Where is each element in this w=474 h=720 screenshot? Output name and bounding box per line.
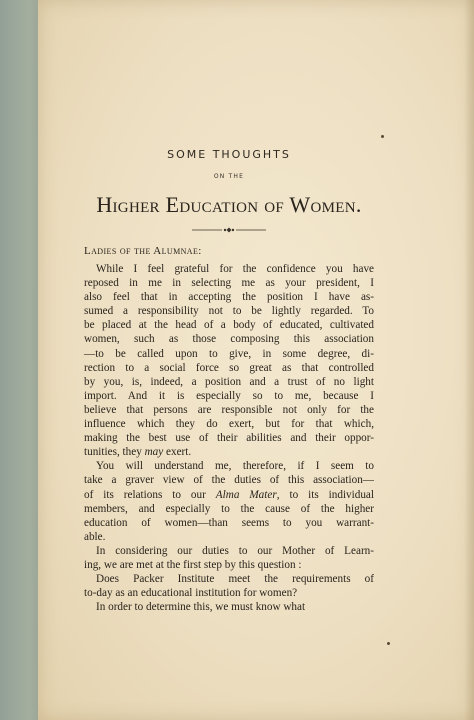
text-line: women, such as those composing this association: [84, 333, 374, 346]
text-line: You will understand me, therefore, if I seem to: [96, 460, 374, 473]
text-line: also feel that in accepting the position I have as-: [84, 291, 374, 304]
text-line: —to be called upon to give, in some degree, di-: [84, 347, 374, 360]
text-line: ing, we are met at the first step by this question :: [84, 558, 302, 571]
body-text: [84, 262, 374, 614]
text-line: In order to determine this, we must know what: [96, 601, 306, 614]
text-line: by you, is, indeed, a position and a trust of no light: [84, 375, 374, 388]
heading-line-2: ON THE: [213, 173, 245, 180]
heading-line-1: SOME THOUGHTS: [167, 148, 291, 161]
paragraph: [84, 459, 374, 544]
text-line: sumed a responsibility not to be lightly regarded. To: [84, 305, 374, 318]
text-line: members, and especially to the cause of the higher: [84, 502, 374, 515]
paragraph: [84, 544, 374, 572]
paper-speck: [387, 642, 390, 645]
text-line: While I feel grateful for the confidence you have: [96, 263, 374, 275]
paper-speck: [381, 135, 384, 138]
text-line: influence which they do exert, but for that which,: [84, 418, 374, 431]
paragraph: [84, 572, 374, 600]
text-line: be placed at the head of a body of educated, cultivated: [84, 319, 374, 332]
text-line: tunities, they may exert.: [84, 446, 192, 459]
text-line: able.: [84, 530, 106, 543]
text-line: of its relations to our Alma Mater, to its individual: [84, 488, 375, 501]
paper-edge: [464, 0, 474, 720]
text-line: to-day as an educational institution for women?: [84, 587, 298, 600]
text-line: rection to a social force so great as that controlled: [84, 361, 374, 374]
text-line: believe that persons are responsible not only for the: [84, 403, 374, 416]
text-line: making the best use of their abilities and their oppor-: [84, 432, 374, 445]
paragraph: [84, 262, 374, 459]
text-line: import. And it is especially so to me, because I: [84, 389, 374, 402]
paragraph: [84, 600, 374, 614]
text-line: Does Packer Institute meet the requirements of: [96, 573, 374, 586]
text-line: reposed in me in selecting me as your president, I: [84, 277, 374, 290]
ornament-rule: [192, 227, 266, 233]
text-line: take a graver view of the duties of this association—: [84, 474, 374, 487]
page-title: Higher Education of Women.: [96, 192, 362, 217]
text-line: In considering our duties to our Mother of Learn-: [96, 544, 374, 557]
text-line: education of women—than seems to you warrant-: [84, 516, 374, 529]
salutation: Ladies of the Alumnae:: [84, 245, 202, 257]
